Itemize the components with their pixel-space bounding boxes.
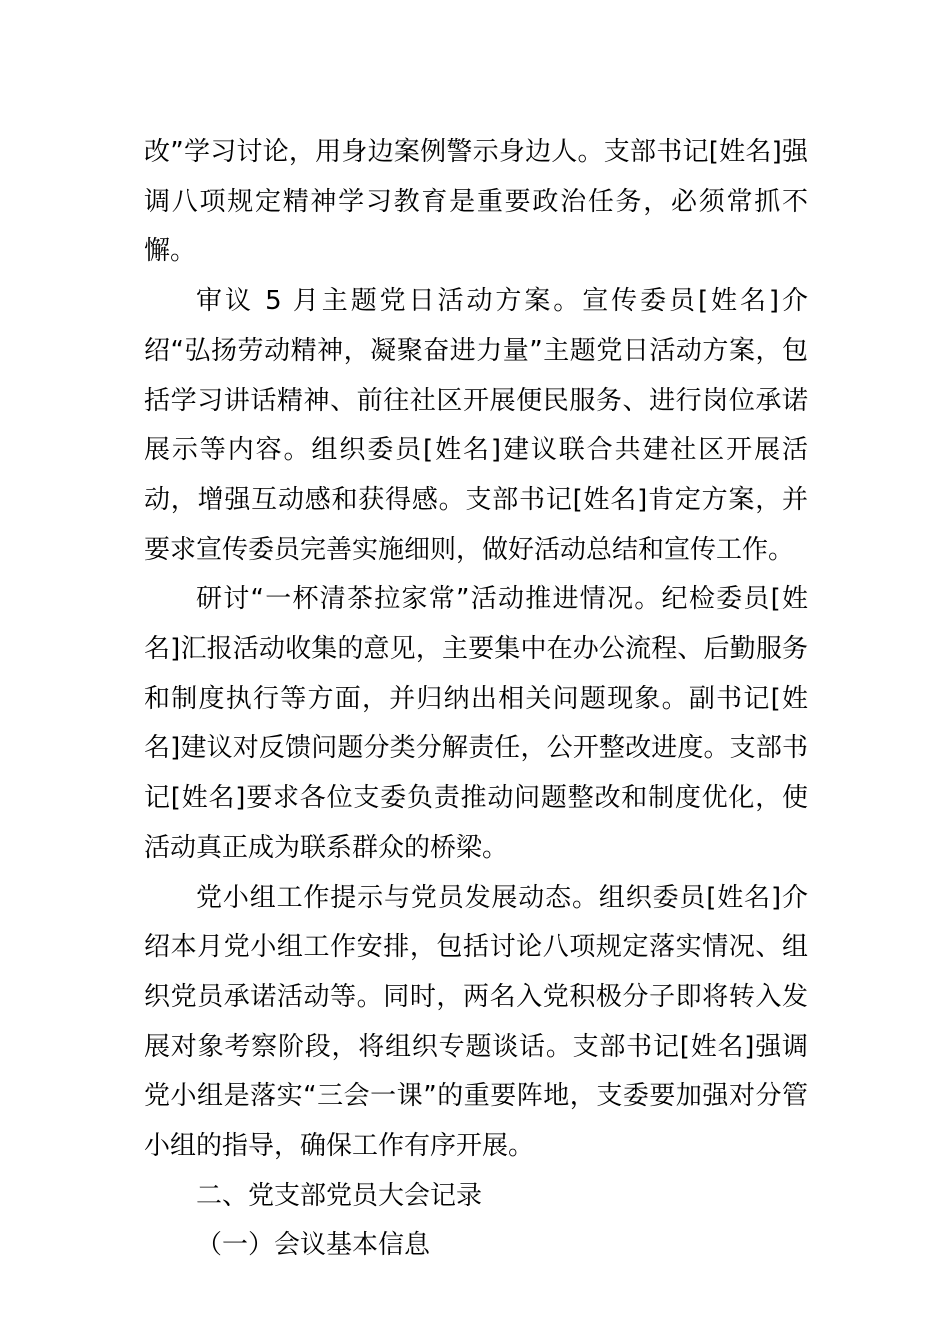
paragraph-party-group: 党小组工作提示与党员发展动态。组织委员[姓名]介绍本月党小组工作安排，包括讨论八项规定落实情况、组织党员承诺活动等。同时，两名入党积极分子即将转入发展对象考察阶段，将组织专题谈话。支部书记[姓名]强调党小组是落实“三会一课”的重要阵地，支委要加强对分管小组的指导，确保工作有序开展。 bbox=[144, 882, 808, 1162]
document-body bbox=[144, 128, 808, 1271]
paragraph-activity-plan: 审议 5 月主题党日活动方案。宣传委员[姓名]介绍“弘扬劳动精神，凝聚奋进力量”主题党日活动方案，包括学习讲话精神、前往社区开展便民服务、进行岗位承诺展示等内容。组织委员[姓名]建议联合共建社区开展活动，增强互动感和获得感。支部书记[姓名]肯定方案，并要求宣传委员完善实施细则，做好活动总结和宣传工作。 bbox=[144, 286, 808, 565]
paragraph-tea-activity: 研讨“一杯清茶拉家常”活动推进情况。纪检委员[姓名]汇报活动收集的意见，主要集中在办公流程、后勤服务和制度执行等方面，并归纳出相关问题现象。副书记[姓名]建议对反馈问题分类分解责任，公开整改进度。支部书记[姓名]要求各位支委负责推动问题整改和制度优化，使活动真正成为联系群众的桥梁。 bbox=[144, 584, 808, 863]
paragraph-continuation: 改”学习讨论，用身边案例警示身边人。支部书记[姓名]强调八项规定精神学习教育是重要政治任务，必须常抓不懈。 bbox=[144, 137, 808, 267]
subsection-heading: （一）会议基本信息 bbox=[196, 1230, 431, 1261]
section-heading: 二、党支部党员大会记录 bbox=[196, 1180, 483, 1211]
